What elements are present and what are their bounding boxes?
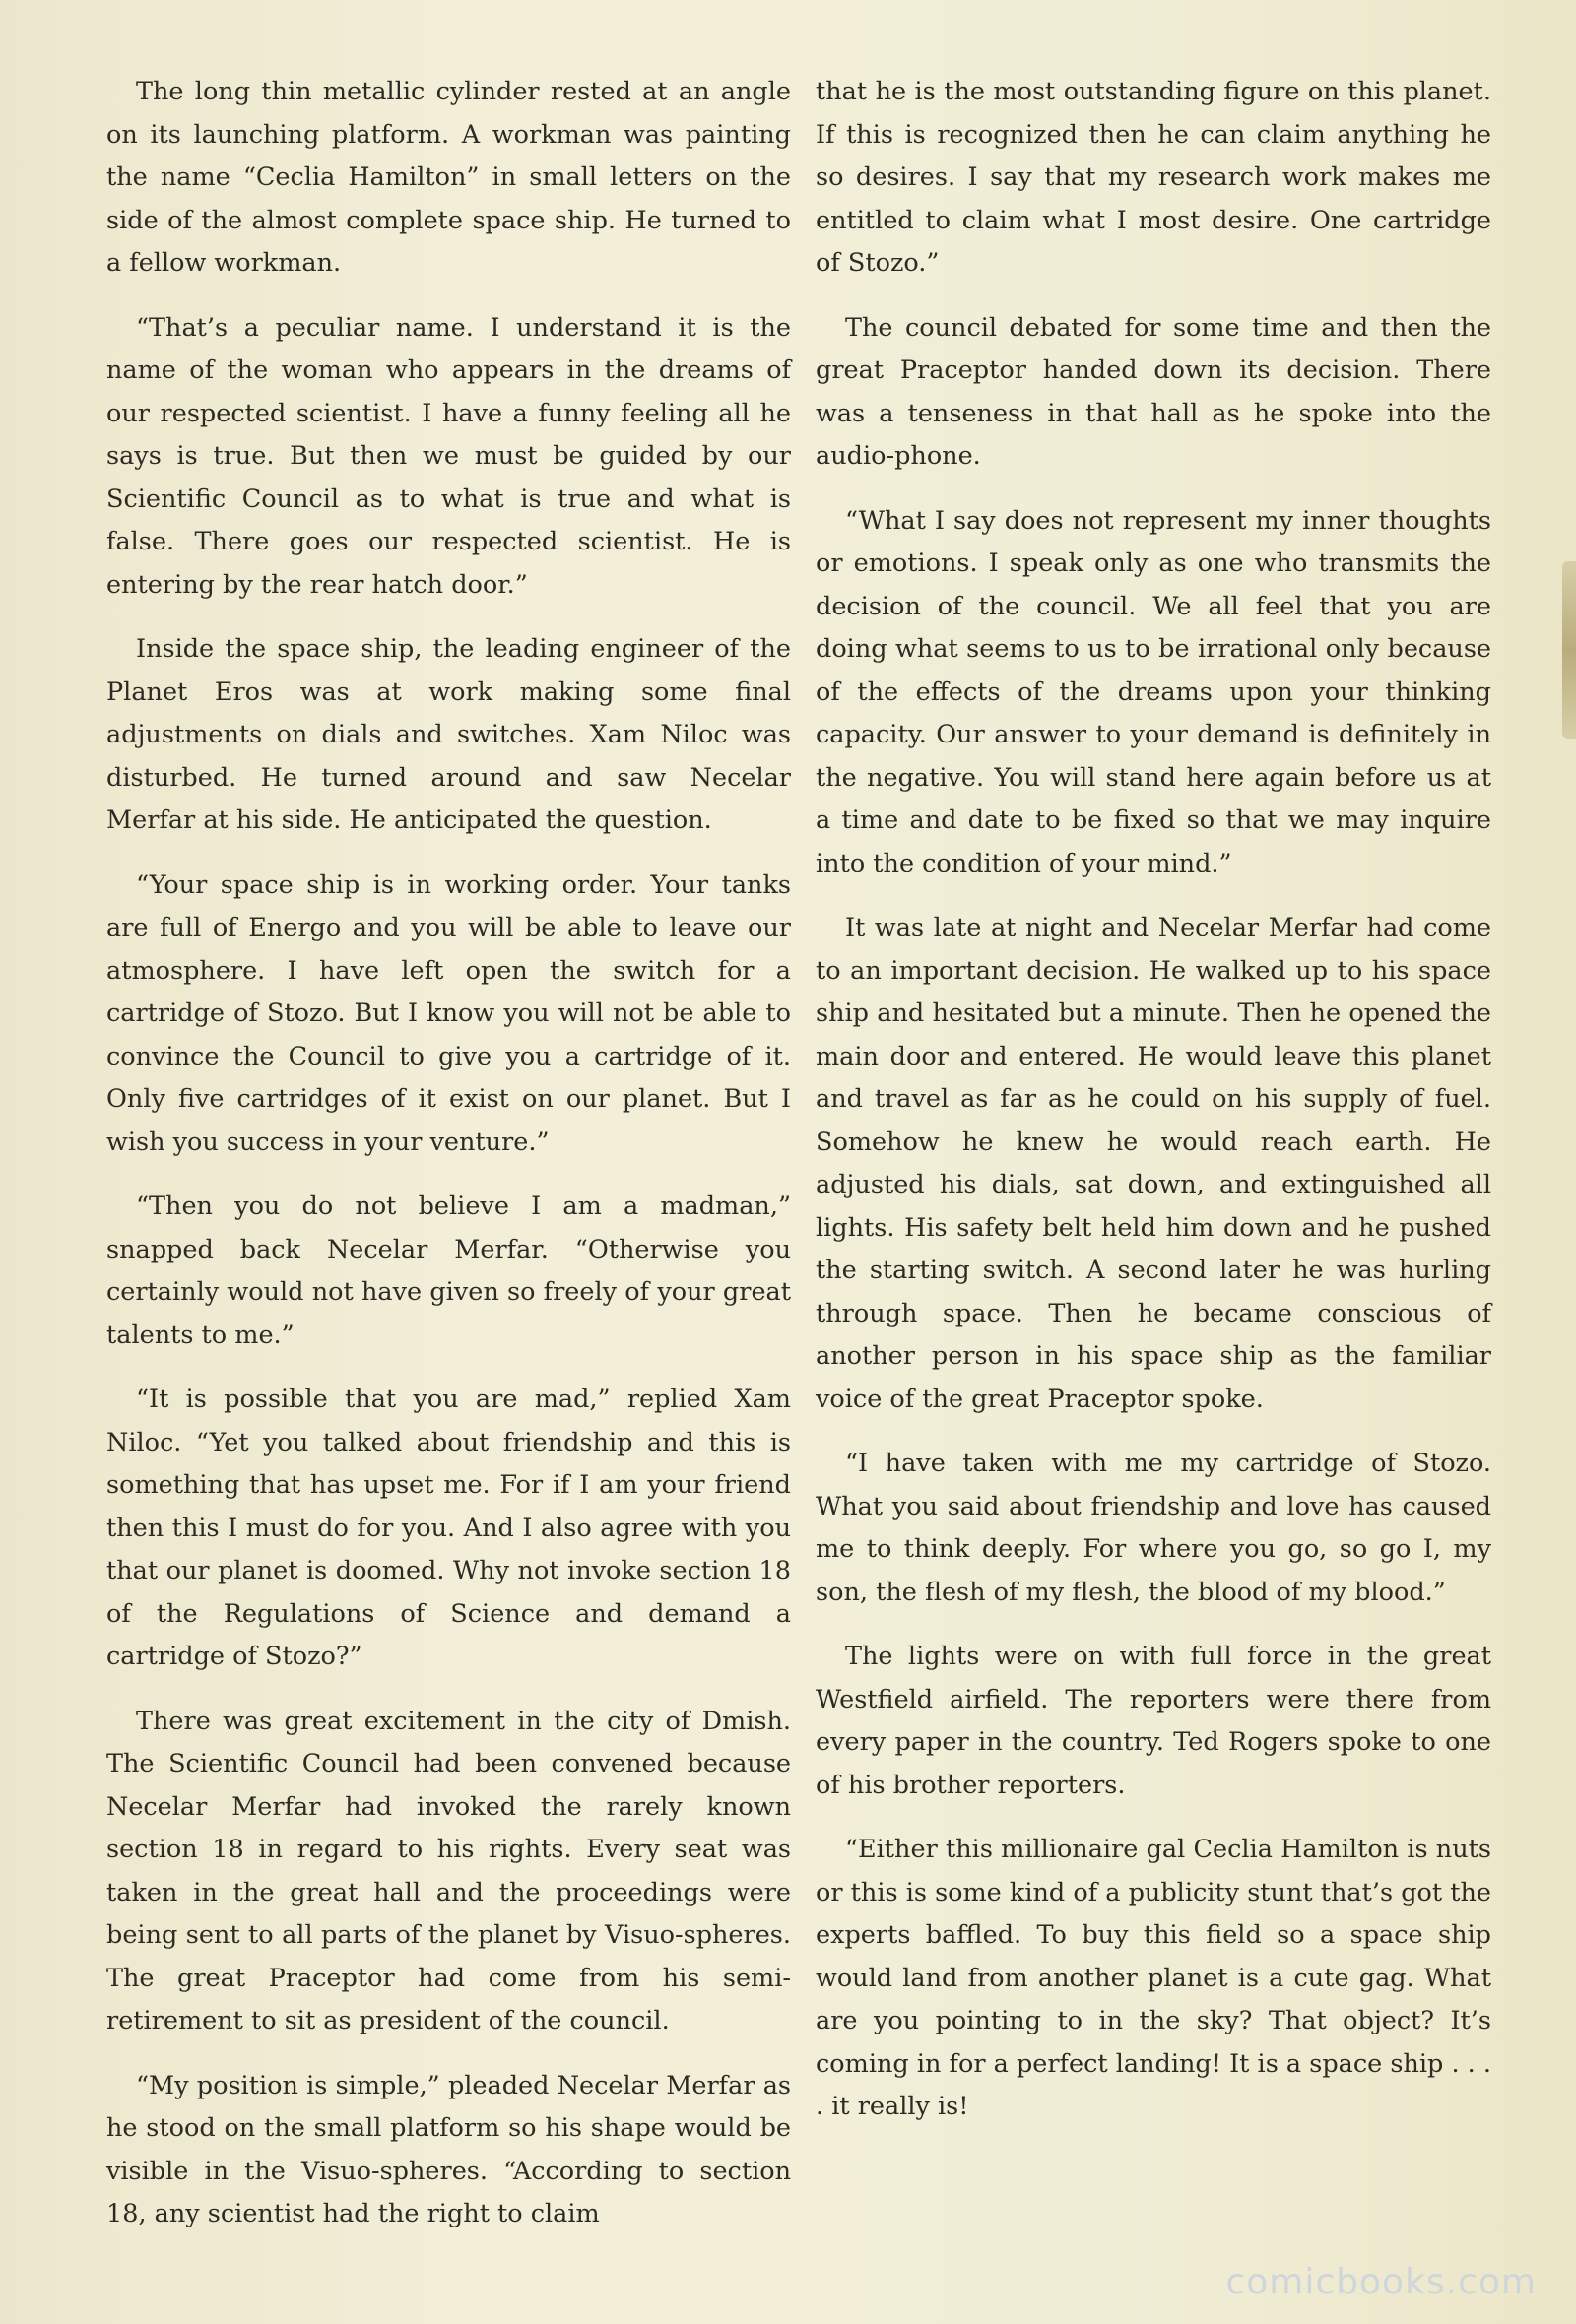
paragraph: “It is possible that you are mad,” replied Xam Niloc. “Yet you talked about friendship and this is something that has upset me. For if I am your friend then this I must do for you. And I also agree with you that our planet is doomed. Why not invoke section 18 of the Regulations of Science and demand a cartridge of Stozo?” xyxy=(106,1385,791,1671)
right-text-column xyxy=(816,71,1491,2151)
paragraph: Inside the space ship, the leading engineer of the Planet Eros was at work making some final adjustments on dials and switches. Xam Niloc was disturbed. He turned around and saw Necelar Merfar at his side. He anticipated the question. xyxy=(106,634,791,835)
paragraph: The lights were on with full force in the great Westfield airfield. The reporters were there from every paper in the country. Ted Rogers spoke to one of his brother reporters. xyxy=(816,1642,1491,1800)
paragraph: There was great excitement in the city of Dmish. The Scientific Council had been convened because Necelar Merfar had invoked the rarely known section 18 in regard to his rights. Every seat was taken in the great hall and the proceedings were being sent to all parts of the planet by Visuo-spheres. The great Praceptor had come from his semi-retirement to sit as president of the council. xyxy=(106,1706,791,2035)
paragraph: It was late at night and Necelar Merfar had come to an important decision. He walked up to his space ship and hesitated but a minute. Then he opened the main door and entered. He would leave this planet and travel as far as he could on his supply of fuel. Somehow he knew he would reach earth. He adjusted his dials, sat down, and extinguished all lights. His safety belt held him down and he pushed the starting switch. A second later he was hurling through space. Then he became conscious of another person in his space ship as the familiar voice of the great Praceptor spoke. xyxy=(816,913,1491,1414)
paragraph: “Your space ship is in working order. Your tanks are full of Energo and you will be able to leave our atmosphere. I have left open the switch for a cartridge of Stozo. But I know you will not be able to convince the Council to give you a cartridge of it. Only five cartridges of it exist on our planet. But I wish you success in your venture.” xyxy=(106,870,791,1157)
paragraph: “Either this millionaire gal Ceclia Hamilton is nuts or this is some kind of a publicity stunt that’s got the experts baffled. To buy this field so a space ship would land from another planet is a cute gag. What are you pointing to in the sky? That object? It’s coming in for a perfect landing! It is a space ship . . . . it really is! xyxy=(816,1835,1491,2121)
paragraph: “Then you do not believe I am a madman,” snapped back Necelar Merfar. “Otherwise you certainly would not have given so freely of your great talents to me.” xyxy=(106,1192,791,1350)
paragraph: that he is the most outstanding figure on this planet. If this is recognized then he can claim anything he so desires. I say that my research work makes me entitled to claim what I most desire. One cartridge of Stozo.” xyxy=(816,77,1491,278)
paragraph: “I have taken with me my cartridge of Stozo. What you said about friendship and love has caused me to think deeply. For where you go, so go I, my son, the flesh of my flesh, the blood of my blood.” xyxy=(816,1449,1491,1607)
paragraph: “My position is simple,” pleaded Necelar Merfar as he stood on the small platform so his shape would be visible in the Visuo-spheres. “According to section 18, any scientist had the right to claim xyxy=(106,2070,791,2228)
paragraph: The long thin metallic cylinder rested at an angle on its launching platform. A workman was painting the name “Ceclia Hamilton” in small letters on the side of the almost complete space ship. He turned to a fellow workman. xyxy=(106,77,791,278)
watermark: comicbooks.com xyxy=(1225,2262,1537,2302)
paragraph: “That’s a peculiar name. I understand it is the name of the woman who appears in the dreams of our respected scientist. I have a funny feeling all he says is true. But then we must be guided by our Scientific Council as to what is true and what is false. There goes our respected scientist. He is entering by the rear hatch door.” xyxy=(106,312,791,600)
paragraph: The council debated for some time and then the great Praceptor handed down its decision. There was a tenseness in that hall as he spoke into the audio-phone. xyxy=(816,312,1491,471)
paragraph: “What I say does not represent my inner thoughts or emotions. I speak only as one who transmits the decision of the council. We all feel that you are doing what seems to us to be irrational only because of the effects of the dreams upon your thinking capacity. Our answer to your demand is definitely in the negative. You will stand here again before us at a time and date to be fixed so that we may inquire into the condition of your mind.” xyxy=(816,505,1491,878)
page-edge-tab xyxy=(1562,561,1576,739)
left-text-column xyxy=(106,71,791,2258)
